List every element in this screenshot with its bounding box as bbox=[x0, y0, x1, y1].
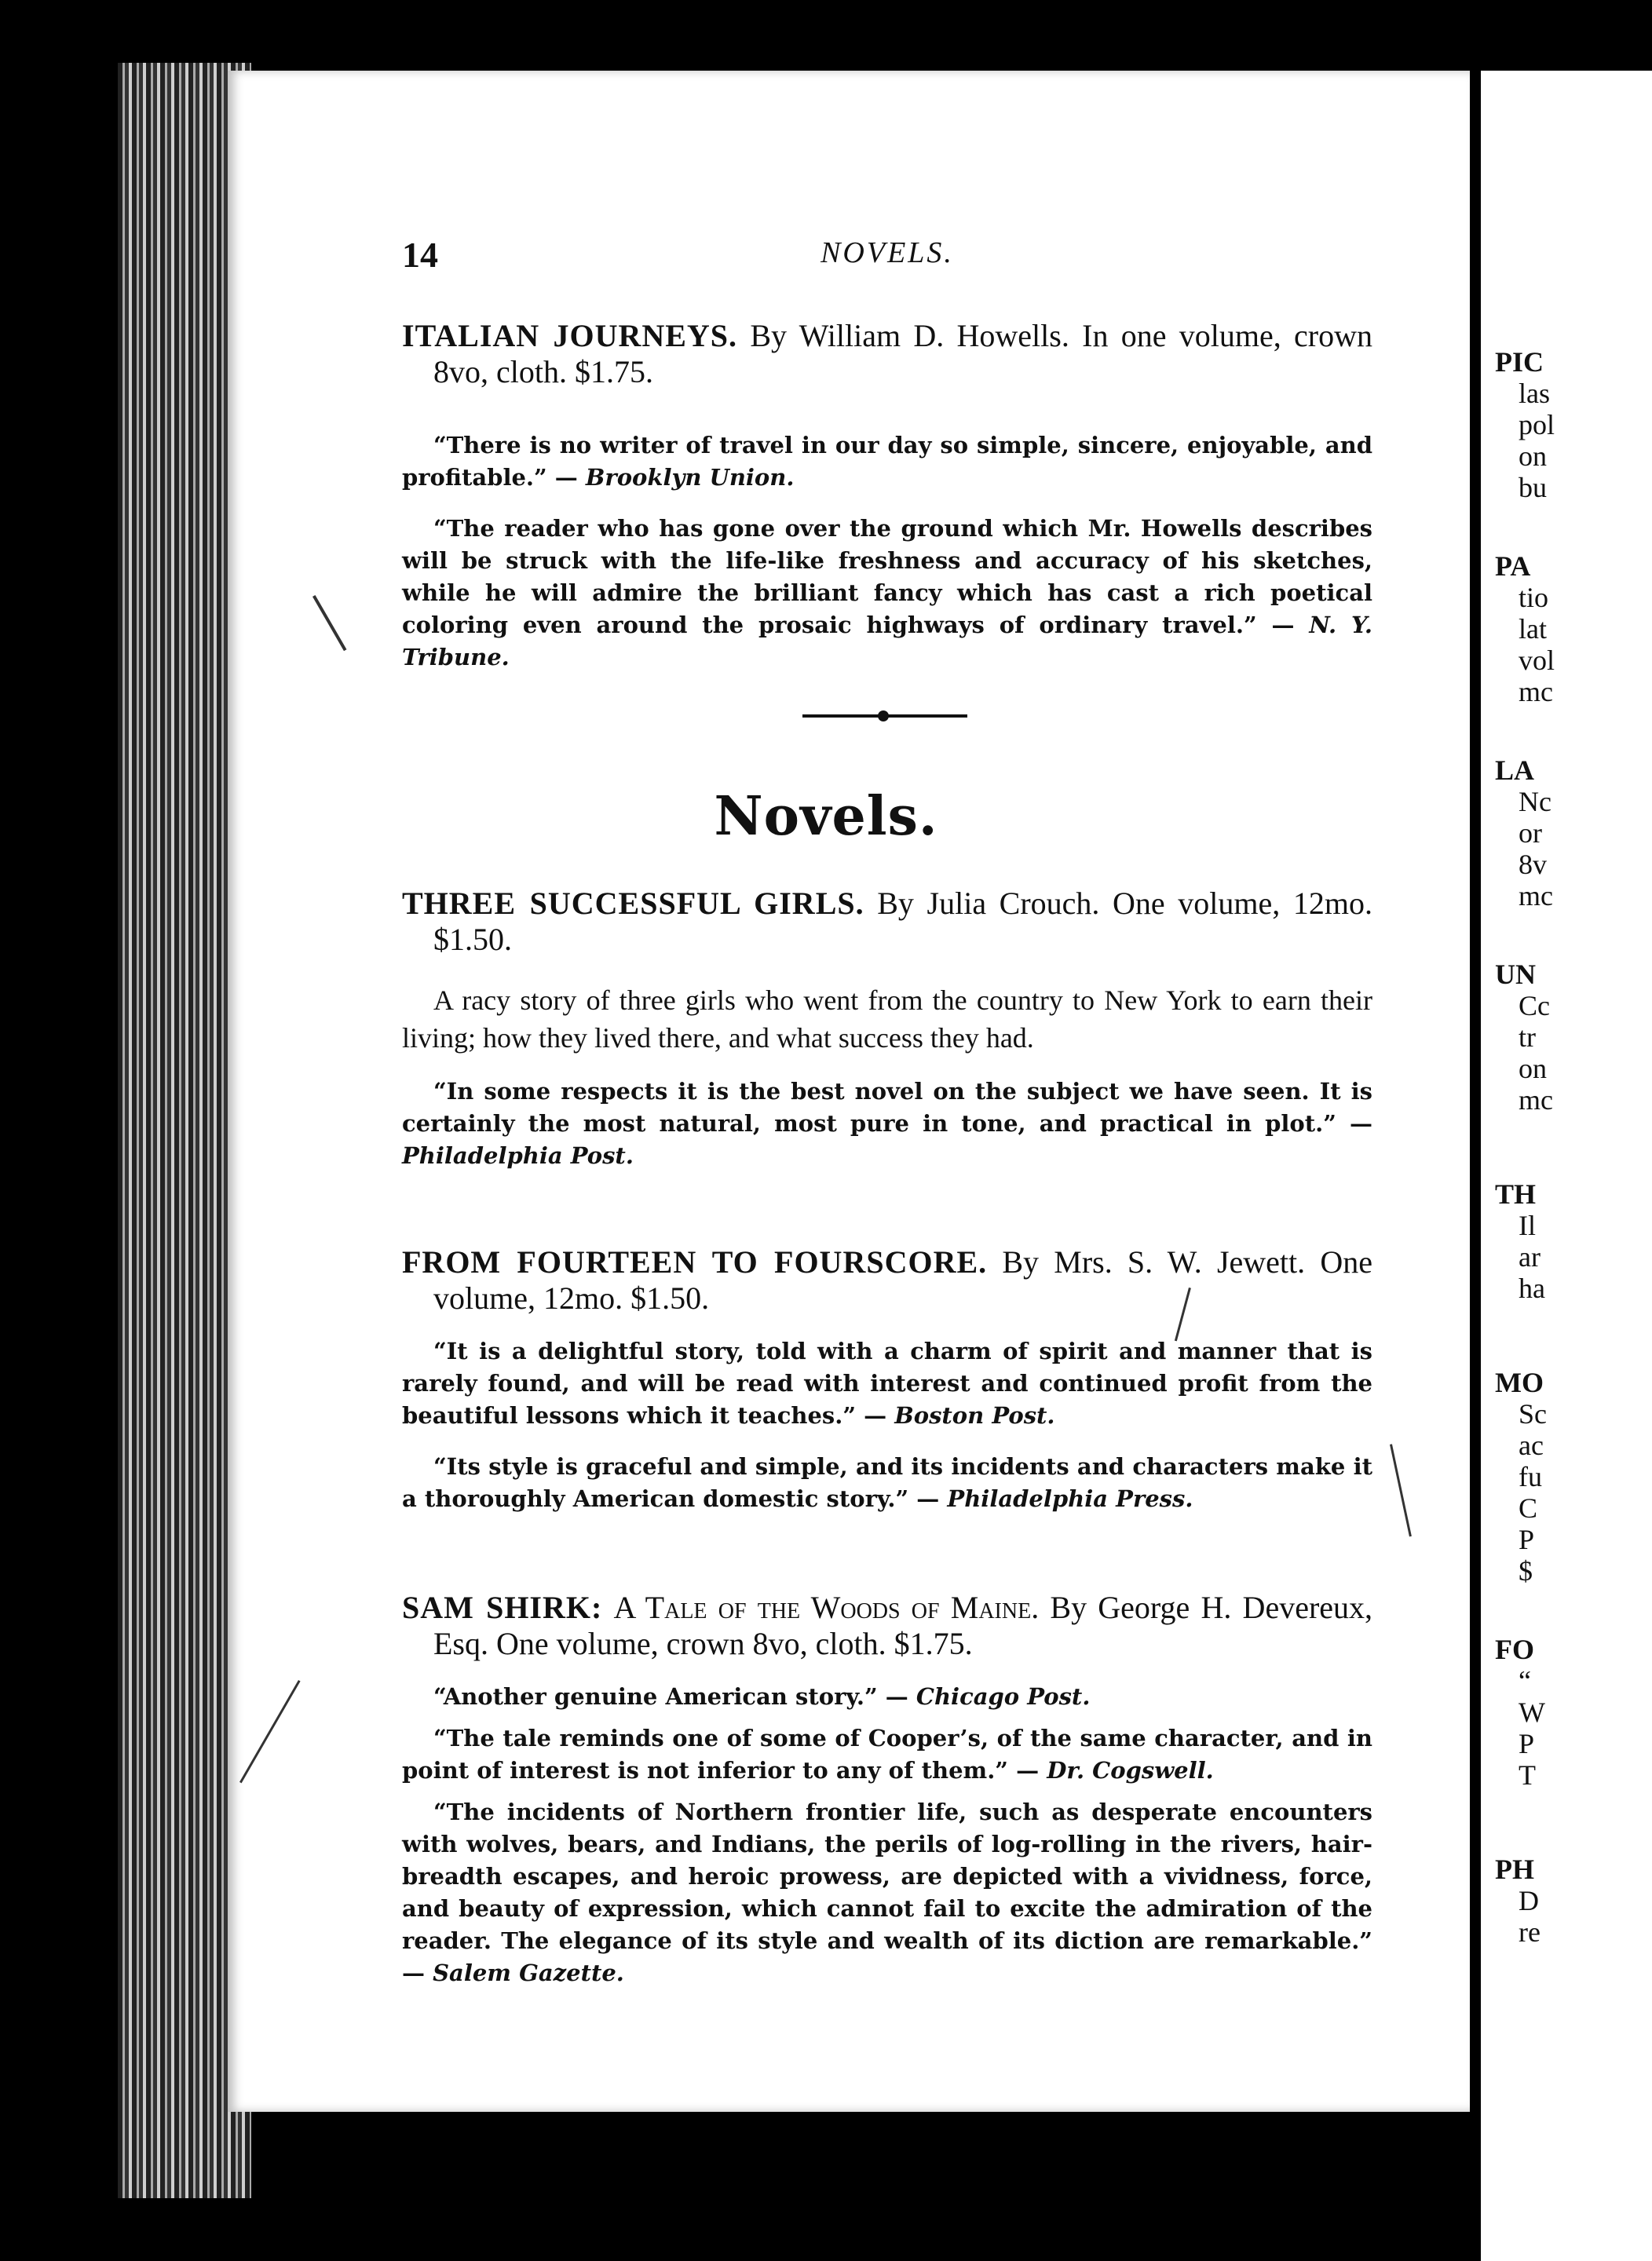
entry-heading bbox=[402, 1244, 1372, 1317]
entry-heading bbox=[402, 318, 1372, 390]
right-page-heading-fragment: MO bbox=[1495, 1367, 1544, 1398]
review-quote: “There is no writer of travel in our day so simple, sincere, enjoyable, and profitable.” — Brooklyn Union. bbox=[402, 432, 1372, 491]
right-page-heading-fragment: LA bbox=[1495, 754, 1535, 786]
right-page-text-fragment: D bbox=[1519, 1885, 1539, 1916]
entry-heading bbox=[402, 1590, 1372, 1662]
review-source: Philadelphia Post. bbox=[402, 1142, 634, 1169]
right-page-text-fragment: $ bbox=[1519, 1555, 1533, 1587]
page-number: 14 bbox=[402, 235, 438, 275]
right-page-text-fragment: on bbox=[1519, 1053, 1547, 1084]
review-quote: “The reader who has gone over the ground which Mr. Howells describes will be struck with the life-like freshness and accuracy of his sketches, while he will admire the brilliant fancy which has cast a rich poetical coloring even around the prosaic highways of ordinary travel.” — N. Y. Tribune. bbox=[402, 515, 1372, 670]
review-source: Philadelphia Press. bbox=[947, 1485, 1193, 1512]
right-page-text-fragment: mc bbox=[1519, 1084, 1553, 1116]
entry-heading bbox=[402, 886, 1372, 958]
right-page-text-fragment: tr bbox=[1519, 1021, 1536, 1053]
right-page-text-fragment: las bbox=[1519, 378, 1550, 409]
right-page-text-fragment: lat bbox=[1519, 613, 1547, 645]
right-page-text-fragment: C bbox=[1519, 1492, 1538, 1524]
review-source: Brooklyn Union. bbox=[585, 464, 795, 491]
right-page-heading-fragment: TH bbox=[1495, 1178, 1537, 1210]
right-page-text-fragment: tio bbox=[1519, 582, 1549, 613]
entry-byline: By Mrs. S. W. Jewett. One volume, 12mo. $1.50. bbox=[433, 1244, 1373, 1316]
section-divider-ornament bbox=[878, 710, 889, 721]
right-page-text-fragment: ha bbox=[1519, 1273, 1545, 1304]
right-page-text-fragment: T bbox=[1519, 1759, 1536, 1791]
review-quote: “The incidents of Northern frontier life, such as desperate encounters with wolves, bears, and Indians, the perils of log-rolling in the rivers, hair-breadth escapes, and heroic prowess, are depicted with a vividness, force, and beauty of expression, which cannot fail to excite the admiration of the reader. The elegance of its style and wealth of its diction are remarkable.” — Salem Gazette. bbox=[402, 1799, 1372, 1986]
right-page-heading-fragment: FO bbox=[1495, 1634, 1534, 1665]
right-page-text-fragment: W bbox=[1519, 1697, 1545, 1728]
right-page-text-fragment: vol bbox=[1519, 645, 1555, 676]
right-page-text-fragment: on bbox=[1519, 440, 1547, 472]
right-page-text-fragment: ac bbox=[1519, 1430, 1544, 1461]
right-page-text-fragment: pol bbox=[1519, 409, 1555, 440]
entry-byline: By Julia Crouch. One volume, 12mo. $1.50. bbox=[433, 886, 1372, 957]
review-quote: “It is a delightful story, told with a charm of spirit and manner that is rarely found, and will be read with interest and continued profit from the beautiful lessons which it teaches.” — Boston Post. bbox=[402, 1338, 1372, 1429]
running-head: NOVELS. bbox=[821, 236, 954, 269]
review-quote: “Its style is graceful and simple, and its incidents and characters make it a thoroughly American domestic story.” — Philadelphia Press. bbox=[402, 1453, 1372, 1512]
right-page-heading-fragment: PIC bbox=[1495, 346, 1544, 378]
right-page-text-fragment: bu bbox=[1519, 472, 1547, 503]
right-page bbox=[1481, 71, 1652, 2261]
right-page-text-fragment: re bbox=[1519, 1916, 1541, 1948]
review-quote: “Another genuine American story.” — Chicago Post. bbox=[433, 1683, 1091, 1710]
right-page-text-fragment: fu bbox=[1519, 1461, 1542, 1492]
entry-title: SAM SHIRK: bbox=[402, 1590, 603, 1625]
right-page-text-fragment: Sc bbox=[1519, 1398, 1547, 1430]
entry-byline: By George H. Devereux, Esq. One volume, crown 8vo, cloth. $1.75. bbox=[433, 1590, 1373, 1661]
entry-title: FROM FOURTEEN TO FOURSCORE. bbox=[402, 1244, 988, 1280]
entry-byline: By William D. Howells. In one volume, crown 8vo, cloth. $1.75. bbox=[433, 318, 1373, 389]
entry-sam-shirk bbox=[402, 1590, 1372, 1989]
right-page-text-fragment: P bbox=[1519, 1728, 1535, 1759]
right-page-text-fragment: mc bbox=[1519, 880, 1553, 911]
review-source: Salem Gazette. bbox=[433, 1960, 624, 1986]
right-page-text-fragment: Il bbox=[1519, 1210, 1536, 1241]
entry-subtitle: A Tale of the Woods of Maine. bbox=[613, 1590, 1040, 1625]
review-source: Boston Post. bbox=[894, 1402, 1055, 1429]
right-page-text-fragment: Nc bbox=[1519, 786, 1551, 817]
right-page-text-fragment: P bbox=[1519, 1524, 1535, 1555]
page-header bbox=[402, 234, 1372, 281]
review-source: Dr. Cogswell. bbox=[1047, 1757, 1214, 1784]
right-page-text-fragment: 8v bbox=[1519, 849, 1547, 880]
book-gutter bbox=[1470, 47, 1481, 2261]
review-quote: “The tale reminds one of some of Cooper’s, of the same character, and in point of interest is not inferior to any of them.” — Dr. Cogswell. bbox=[402, 1725, 1372, 1784]
review-quote: “In some respects it is the best novel on the subject we have seen. It is certainly the most natural, most pure in tone, and practical in plot.” — Philadelphia Post. bbox=[402, 1078, 1372, 1169]
entry-description: A racy story of three girls who went from the country to New York to earn their living; how they lived there, and what success they had. bbox=[402, 984, 1372, 1054]
section-title: Novels. bbox=[714, 785, 938, 848]
entry-italian-journeys bbox=[402, 318, 1372, 674]
entry-three-successful-girls bbox=[402, 886, 1372, 1172]
right-page-text-fragment: Cc bbox=[1519, 990, 1550, 1021]
right-page-heading-fragment: PH bbox=[1495, 1854, 1534, 1885]
entry-from-fourteen-to-fourscore bbox=[402, 1244, 1372, 1515]
entry-title: ITALIAN JOURNEYS. bbox=[402, 318, 738, 353]
right-page-heading-fragment: UN bbox=[1495, 959, 1536, 990]
right-page-heading-fragment: PA bbox=[1495, 550, 1531, 582]
entry-title: THREE SUCCESSFUL GIRLS. bbox=[402, 886, 864, 921]
right-page-text-fragment: or bbox=[1519, 817, 1542, 849]
right-page-text-fragment: ar bbox=[1519, 1241, 1541, 1273]
right-page-text-fragment: mc bbox=[1519, 676, 1553, 707]
review-source: N. Y. Tribune. bbox=[402, 612, 1372, 670]
review-source: Chicago Post. bbox=[916, 1683, 1091, 1710]
right-page-text-fragment: “ bbox=[1519, 1665, 1531, 1697]
